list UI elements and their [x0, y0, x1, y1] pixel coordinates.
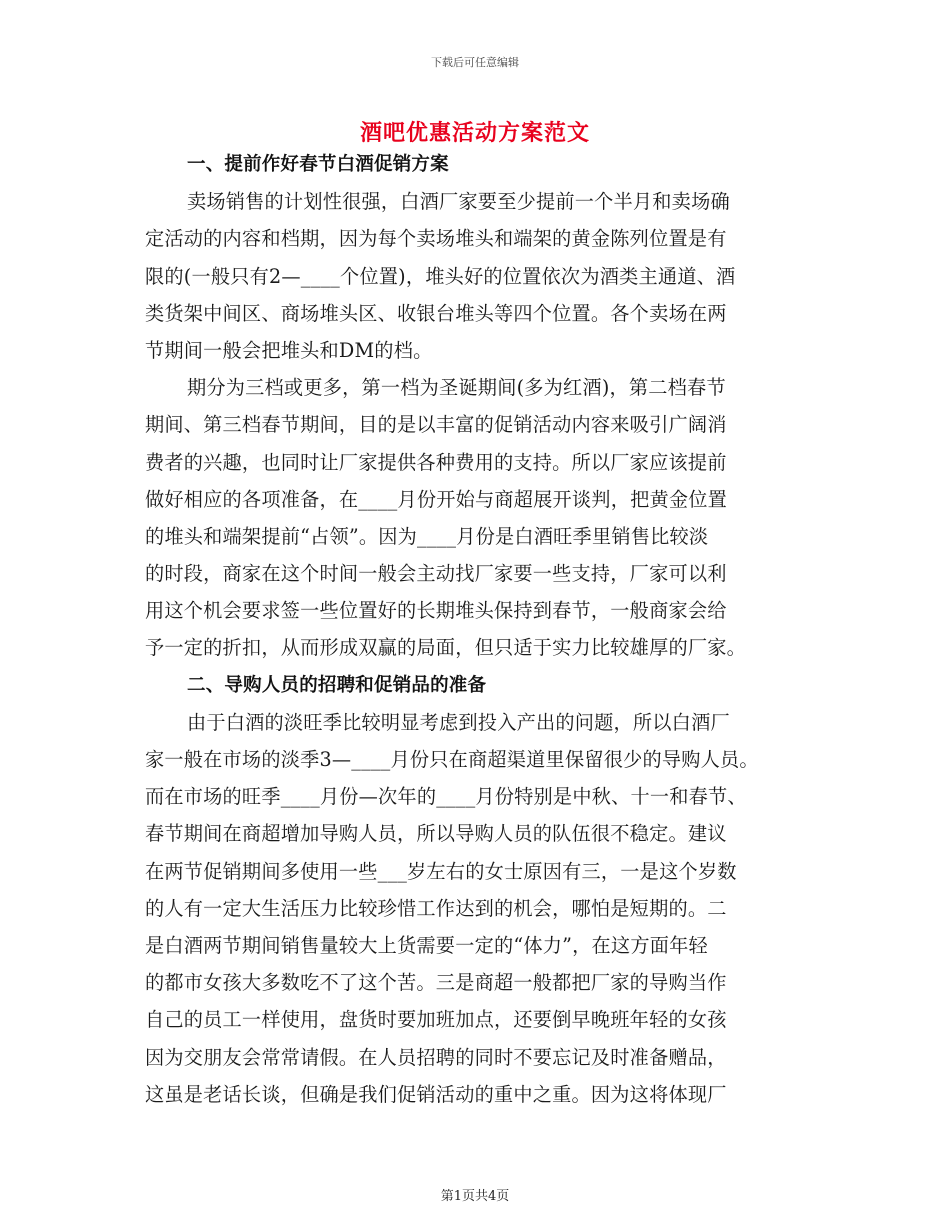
section-heading: 一、提前作好春节白酒促销方案 — [187, 154, 449, 175]
page-header-note: 下载后可任意编辑 — [431, 56, 519, 69]
body-line: 的人有一定大生活压力比较珍惜工作达到的机会，哪怕是短期的。二 — [145, 896, 727, 920]
document-title: 酒吧优惠活动方案范文 — [359, 120, 590, 146]
body-line: 用这个机会要求签一些位置好的长期堆头保持到春节，一般商家会给 — [145, 599, 727, 623]
body-line: 这虽是老话长谈，但确是我们促销活动的重中之重。因为这将体现厂 — [145, 1082, 727, 1106]
body-line: 的堆头和端架提前“占领”。因为____月份是白酒旺季里销售比较淡 — [145, 524, 709, 548]
body-line: 限的(一般只有2—____个位置)，堆头好的位置依次为酒类主通道、酒 — [145, 264, 736, 288]
page-number: 第1页共4页 — [440, 1189, 510, 1204]
body-line: 节期间一般会把堆头和DM的档。 — [145, 338, 433, 362]
document-body — [145, 146, 810, 1113]
body-line: 予一定的折扣，从而形成双赢的局面，但只适于实力比较雄厚的厂家。 — [145, 636, 747, 660]
body-line: 的都市女孩大多数吃不了这个苦。三是商超一般都把厂家的导购当作 — [145, 971, 727, 995]
body-line: 类货架中间区、商场堆头区、收银台堆头等四个位置。各个卖场在两 — [145, 301, 727, 325]
body-line: 春节期间在商超增加导购人员，所以导购人员的队伍很不稳定。建议 — [145, 822, 727, 846]
body-line: 的时段，商家在这个时间一般会主动找厂家要一些支持，厂家可以利 — [145, 562, 727, 586]
paragraph-first-line: 卖场销售的计划性很强，白酒厂家要至少提前一个半月和卖场确 — [187, 190, 730, 214]
body-line: 在两节促销期间多使用一些___岁左右的女士原因有三，一是这个岁数 — [145, 859, 737, 883]
body-line: 是白酒两节期间销售量较大上货需要一定的“体力”，在这方面年轻 — [145, 933, 708, 957]
body-line: 因为交朋友会常常请假。在人员招聘的同时不要忘记及时准备赠品， — [145, 1045, 727, 1069]
section-heading: 二、导购人员的招聘和促销品的准备 — [187, 674, 487, 696]
body-line: 期间、第三档春节期间，目的是以丰富的促销活动内容来吸引广阔消 — [145, 413, 727, 437]
paragraph-first-line: 由于白酒的淡旺季比较明显考虑到投入产出的问题，所以白酒厂 — [187, 710, 730, 734]
body-line: 做好相应的各项准备，在____月份开始与商超展开谈判，把黄金位置 — [145, 487, 728, 511]
paragraph-first-line: 期分为三档或更多，第一档为圣诞期间(多为红酒)，第二档春节 — [187, 376, 726, 400]
body-line: 自己的员工一样使用，盘货时要加班加点，还要倒早晚班年轻的女孩 — [145, 1008, 727, 1032]
body-line: 家一般在市场的淡季3—____月份只在商超渠道里保留很少的导购人员。 — [145, 748, 759, 771]
body-line: 定活动的内容和档期，因为每个卖场堆头和端架的黄金陈列位置是有 — [145, 227, 727, 251]
body-line: 而在市场的旺季____月份—次年的____月份特别是中秋、十一和春节、 — [145, 785, 747, 809]
body-line: 费者的兴趣，也同时让厂家提供各种费用的支持。所以厂家应该提前 — [145, 450, 727, 474]
